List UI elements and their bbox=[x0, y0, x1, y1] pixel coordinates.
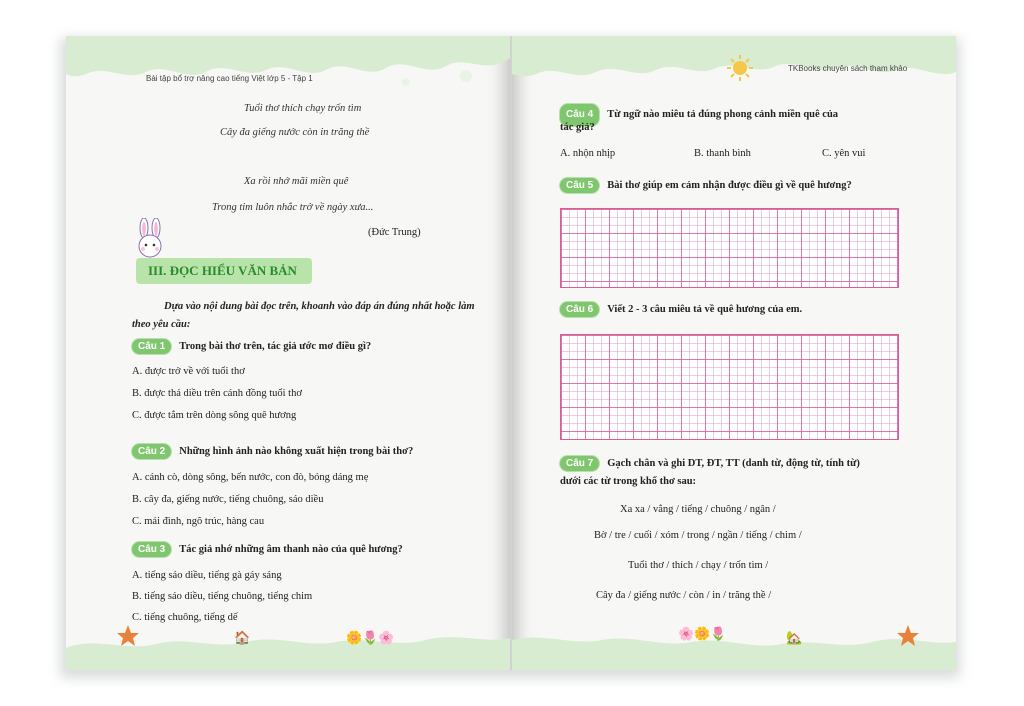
header-band bbox=[66, 36, 510, 96]
left-page bbox=[66, 36, 512, 670]
right-header: TKBooks chuyên sách tham khảo bbox=[788, 64, 908, 73]
question-4-line-2: tác giả? bbox=[560, 122, 595, 133]
sun-icon bbox=[726, 54, 754, 82]
q2-option-b: B. cây đa, giếng nước, tiếng chuông, sáo diều bbox=[132, 494, 324, 505]
question-2 bbox=[132, 444, 413, 459]
flower-icon: 🌸🌼🌷 bbox=[678, 626, 727, 641]
question-text: Những hình ảnh nào không xuất hiện trong bài thơ? bbox=[179, 446, 414, 457]
question-tag: Câu 2 bbox=[132, 444, 171, 459]
footer-band bbox=[512, 622, 956, 670]
left-header: Bài tập bổ trợ nâng cao tiếng Việt lớp 5 - Tập 1 bbox=[146, 74, 313, 83]
q4-option-a: A. nhộn nhịp bbox=[560, 148, 616, 159]
question-3 bbox=[132, 542, 403, 557]
question-1 bbox=[132, 339, 371, 354]
question-tag: Câu 7 bbox=[560, 456, 599, 471]
q7-verse-line-1: Xa xa / vẳng / tiếng / chuông / ngân / bbox=[620, 504, 776, 515]
star-icon bbox=[116, 624, 140, 648]
poem-line-3: Xa rồi nhớ mãi miền quê bbox=[244, 176, 349, 187]
question-tag: Câu 1 bbox=[132, 339, 171, 354]
question-7 bbox=[560, 456, 950, 471]
question-7-line-2: dưới các từ trong khổ thơ sau: bbox=[560, 476, 697, 487]
question-tag: Câu 6 bbox=[560, 302, 599, 317]
flower-icon: 🌼🌷🌸 bbox=[346, 630, 395, 645]
star-icon bbox=[896, 624, 920, 648]
question-tag: Câu 3 bbox=[132, 542, 171, 557]
q2-option-c: C. mái đình, ngõ trúc, hàng cau bbox=[132, 516, 265, 527]
q1-option-a: A. được trở về với tuổi thơ bbox=[132, 366, 245, 377]
poem-line-1: Tuổi thơ thích chạy trốn tìm bbox=[244, 103, 362, 114]
house-icon: 🏡 bbox=[786, 630, 803, 645]
question-text: Tác giả nhớ những âm thanh nào của quê hương? bbox=[179, 544, 403, 555]
house-icon: 🏠 bbox=[234, 630, 251, 645]
question-text: Bài thơ giúp em cảm nhận được điều gì về quê hương? bbox=[607, 180, 852, 191]
question-6 bbox=[560, 302, 802, 317]
section-title: III. ĐỌC HIỂU VĂN BẢN bbox=[136, 258, 312, 284]
poem-line-4: Trong tim luôn nhắc trở về ngày xưa... bbox=[212, 202, 374, 213]
q7-verse-line-4: Cây đa / giếng nước / còn / in / trăng thề / bbox=[596, 590, 772, 601]
answer-grid-q5[interactable] bbox=[560, 208, 899, 288]
q7-verse-line-3: Tuổi thơ / thích / chạy / trốn tìm / bbox=[628, 560, 769, 571]
q4-option-c: C. yên vui bbox=[822, 148, 866, 159]
question-tag: Câu 4 bbox=[560, 104, 599, 126]
q3-option-c: C. tiếng chuông, tiếng dế bbox=[132, 612, 238, 623]
question-tag: Câu 5 bbox=[560, 178, 599, 193]
q1-option-b: B. được thả diều trên cánh đồng tuổi thơ bbox=[132, 388, 302, 399]
question-4 bbox=[560, 104, 940, 126]
poem-line-2: Cây đa giếng nước còn in trăng thề bbox=[220, 127, 370, 138]
q2-option-a: A. cánh cò, dòng sông, bến nước, con đò, bóng dáng mẹ bbox=[132, 472, 369, 483]
answer-grid-q6[interactable] bbox=[560, 334, 899, 440]
right-page bbox=[512, 36, 956, 670]
poem-author: (Đức Trung) bbox=[368, 227, 421, 238]
instruction-text: Dựa vào nội dung bài đọc trên, khoanh vào đáp án đúng nhất hoặc làm theo yêu cầu: bbox=[132, 301, 475, 330]
question-text: Trong bài thơ trên, tác giả ước mơ điều gì? bbox=[179, 341, 372, 352]
q7-verse-line-2: Bờ / tre / cuối / xóm / trong / ngần / tiếng / chim / bbox=[594, 530, 802, 541]
q3-option-a: A. tiếng sáo diều, tiếng gà gáy sáng bbox=[132, 570, 282, 581]
q3-option-b: B. tiếng sáo diều, tiếng chuông, tiếng chim bbox=[132, 591, 313, 602]
q1-option-c: C. được tắm trên dòng sông quê hương bbox=[132, 410, 297, 421]
question-5 bbox=[560, 178, 852, 193]
q4-option-b: B. thanh bình bbox=[694, 148, 751, 159]
question-text: Gạch chân và ghi DT, ĐT, TT (danh từ, động từ, tính từ) bbox=[607, 458, 860, 469]
question-text: Từ ngữ nào miêu tả đúng phong cảnh miền quê của bbox=[607, 109, 839, 120]
rabbit-icon bbox=[132, 218, 168, 262]
question-text: Viết 2 - 3 câu miêu tả về quê hương của em. bbox=[607, 304, 803, 315]
